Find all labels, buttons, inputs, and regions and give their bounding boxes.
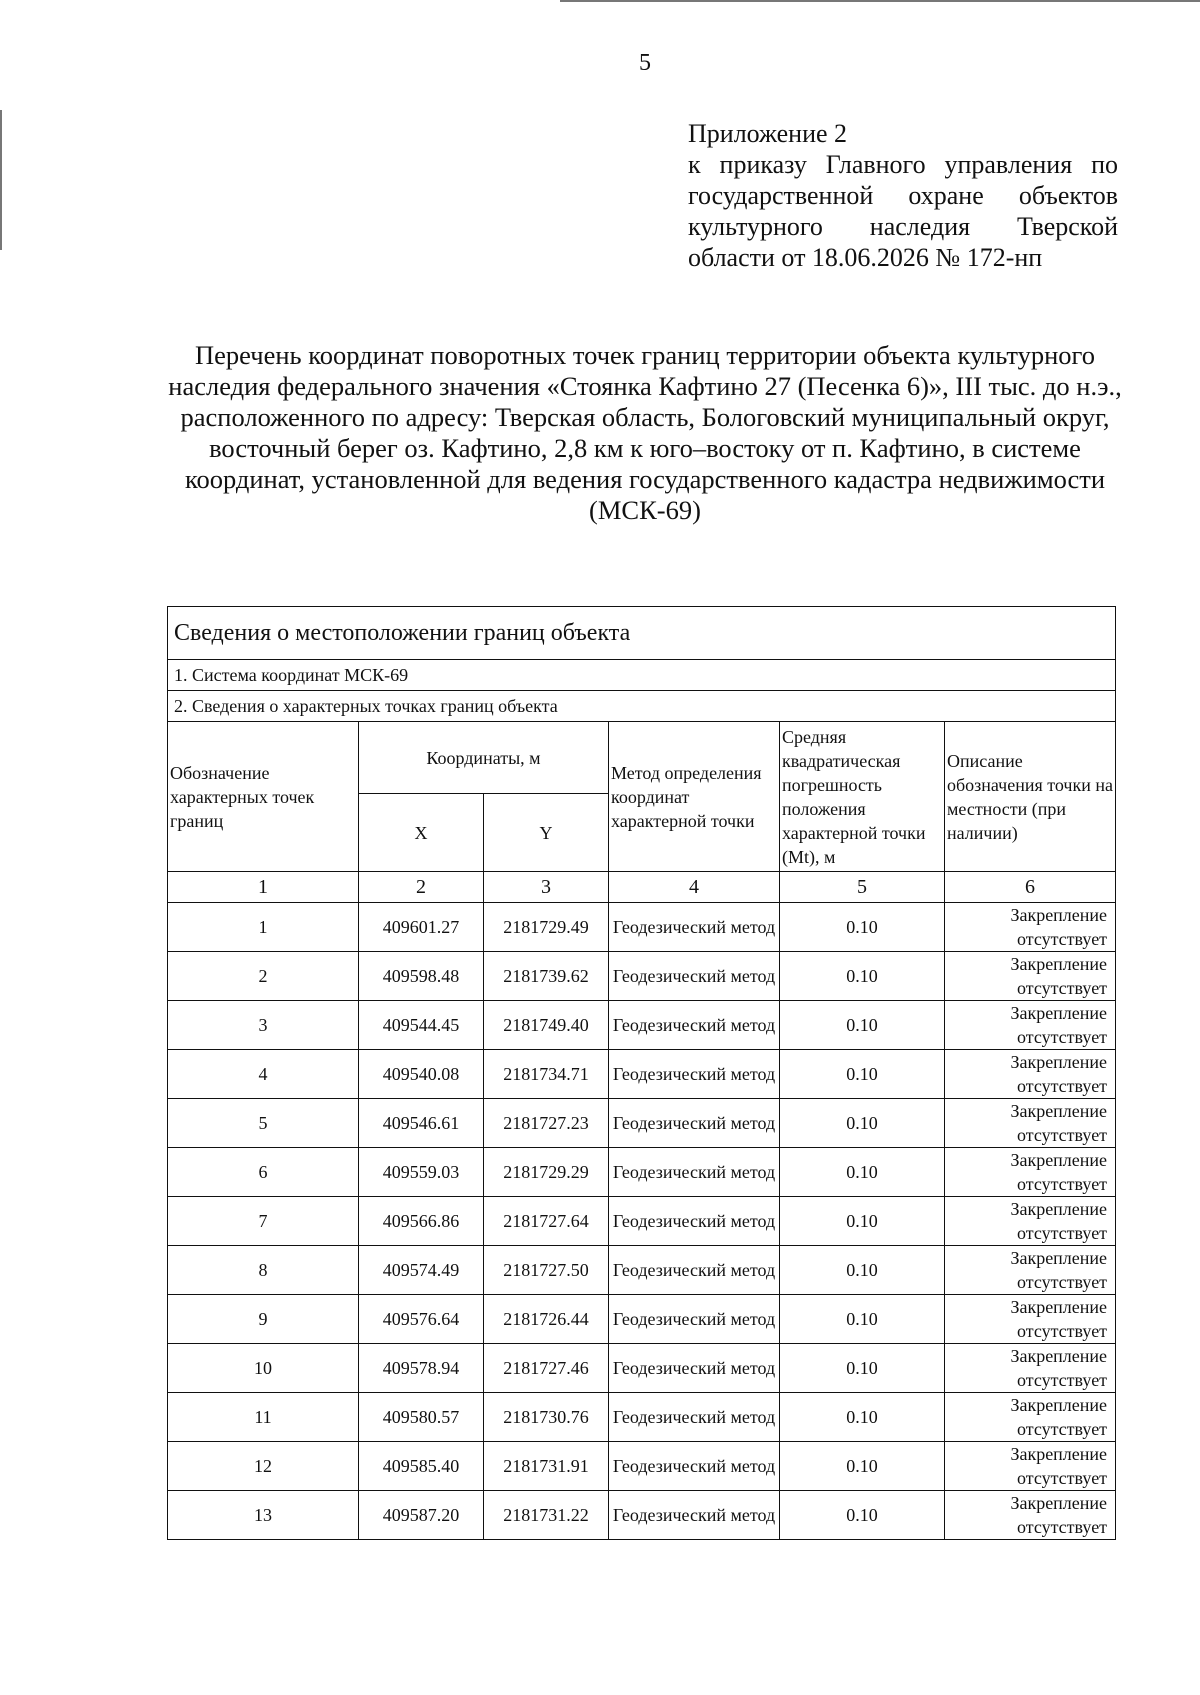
method-cell: Геодезический метод [609, 1344, 780, 1393]
column-number-cell: 4 [609, 872, 780, 903]
point-cell: 4 [168, 1050, 359, 1099]
column-number-cell: 5 [780, 872, 945, 903]
x-cell: 409587.20 [359, 1491, 484, 1540]
appendix-label: Приложение 2 [688, 119, 848, 148]
accuracy-cell: 0.10 [780, 1295, 945, 1344]
table-row [168, 1442, 1116, 1491]
header-x: X [359, 794, 484, 872]
description-cell: Закрепление отсутствует [945, 1295, 1116, 1344]
y-cell: 2181727.50 [484, 1246, 609, 1295]
method-cell: Геодезический метод [609, 1001, 780, 1050]
page-number: 5 [639, 50, 651, 76]
section-title: Сведения о местоположении границ объекта [168, 607, 1116, 660]
accuracy-cell: 0.10 [780, 952, 945, 1001]
point-cell: 2 [168, 952, 359, 1001]
description-cell: Закрепление отсутствует [945, 1344, 1116, 1393]
description-cell: Закрепление отсутствует [945, 1099, 1116, 1148]
x-cell: 409540.08 [359, 1050, 484, 1099]
x-cell: 409544.45 [359, 1001, 484, 1050]
x-cell: 409566.86 [359, 1197, 484, 1246]
point-cell: 8 [168, 1246, 359, 1295]
x-cell: 409576.64 [359, 1295, 484, 1344]
column-number-cell: 1 [168, 872, 359, 903]
description-cell: Закрепление отсутствует [945, 952, 1116, 1001]
description-cell: Закрепление отсутствует [945, 903, 1116, 952]
y-cell: 2181726.44 [484, 1295, 609, 1344]
accuracy-cell: 0.10 [780, 1246, 945, 1295]
x-cell: 409546.61 [359, 1099, 484, 1148]
point-cell: 6 [168, 1148, 359, 1197]
y-cell: 2181730.76 [484, 1393, 609, 1442]
method-cell: Геодезический метод [609, 1491, 780, 1540]
table-row [168, 1344, 1116, 1393]
description-cell: Закрепление отсутствует [945, 1050, 1116, 1099]
appendix-reference: к приказу Главного управления по государственной охране объектов культурного наследия Тверской области от 18.06.2026 № 172-нп [688, 150, 1118, 272]
description-cell: Закрепление отсутствует [945, 1197, 1116, 1246]
point-cell: 10 [168, 1344, 359, 1393]
point-cell: 5 [168, 1099, 359, 1148]
accuracy-cell: 0.10 [780, 1050, 945, 1099]
description-cell: Закрепление отсутствует [945, 1442, 1116, 1491]
method-cell: Геодезический метод [609, 1246, 780, 1295]
method-cell: Геодезический метод [609, 1148, 780, 1197]
x-cell: 409578.94 [359, 1344, 484, 1393]
description-cell: Закрепление отсутствует [945, 1491, 1116, 1540]
description-cell: Закрепление отсутствует [945, 1001, 1116, 1050]
header-description: Описание обозначения точки на местности (при наличии) [945, 722, 1116, 872]
point-cell: 12 [168, 1442, 359, 1491]
y-cell: 2181727.23 [484, 1099, 609, 1148]
table-row [168, 1001, 1116, 1050]
y-cell: 2181729.49 [484, 903, 609, 952]
description-cell: Закрепление отсутствует [945, 1393, 1116, 1442]
x-cell: 409580.57 [359, 1393, 484, 1442]
x-cell: 409574.49 [359, 1246, 484, 1295]
point-cell: 11 [168, 1393, 359, 1442]
column-number-cell: 3 [484, 872, 609, 903]
x-cell: 409559.03 [359, 1148, 484, 1197]
y-cell: 2181731.91 [484, 1442, 609, 1491]
method-cell: Геодезический метод [609, 952, 780, 1001]
method-cell: Геодезический метод [609, 1099, 780, 1148]
accuracy-cell: 0.10 [780, 1197, 945, 1246]
header-point: Обозначение характерных точек границ [168, 722, 359, 872]
x-cell: 409585.40 [359, 1442, 484, 1491]
point-cell: 13 [168, 1491, 359, 1540]
accuracy-cell: 0.10 [780, 903, 945, 952]
points-title-row: 2. Сведения о характерных точках границ объекта [168, 691, 1116, 722]
y-cell: 2181739.62 [484, 952, 609, 1001]
column-number-cell: 2 [359, 872, 484, 903]
coordinates-table-wrapper [167, 606, 1115, 1540]
accuracy-cell: 0.10 [780, 1001, 945, 1050]
method-cell: Геодезический метод [609, 1050, 780, 1099]
document-title: Перечень координат поворотных точек границ территории объекта культурного наследия федерального значения «Стоянка Кафтино 27 (Песенка 6)», III тыс. до н.э., расположенного по адресу: Тверская область, Бологовский муниципальный округ, восточный берег оз. Кафтино, 2,8 км к юго–востоку от п. Кафтино, в системе координат, установленной для ведения государственного кадастра недвижимости (МСК-69) [168, 340, 1122, 525]
y-cell: 2181731.22 [484, 1491, 609, 1540]
y-cell: 2181729.29 [484, 1148, 609, 1197]
table-row [168, 952, 1116, 1001]
method-cell: Геодезический метод [609, 1393, 780, 1442]
table-row [168, 1148, 1116, 1197]
point-cell: 7 [168, 1197, 359, 1246]
method-cell: Геодезический метод [609, 1442, 780, 1491]
appendix-note [688, 118, 1118, 273]
accuracy-cell: 0.10 [780, 1344, 945, 1393]
accuracy-cell: 0.10 [780, 1099, 945, 1148]
table-row [168, 1197, 1116, 1246]
description-cell: Закрепление отсутствует [945, 1148, 1116, 1197]
coord-system-row: 1. Система координат МСК-69 [168, 660, 1116, 691]
method-cell: Геодезический метод [609, 1197, 780, 1246]
column-number-cell: 6 [945, 872, 1116, 903]
method-cell: Геодезический метод [609, 1295, 780, 1344]
accuracy-cell: 0.10 [780, 1393, 945, 1442]
table-row [168, 1050, 1116, 1099]
point-cell: 3 [168, 1001, 359, 1050]
point-cell: 9 [168, 1295, 359, 1344]
table-row [168, 1295, 1116, 1344]
accuracy-cell: 0.10 [780, 1442, 945, 1491]
header-accuracy: Средняя квадратическая погрешность положения характерной точки (Mt), м [780, 722, 945, 872]
x-cell: 409598.48 [359, 952, 484, 1001]
table-row [168, 903, 1116, 952]
method-cell: Геодезический метод [609, 903, 780, 952]
coordinates-table [167, 606, 1116, 1540]
accuracy-cell: 0.10 [780, 1491, 945, 1540]
scan-edge-top [560, 0, 1200, 2]
table-row [168, 1393, 1116, 1442]
table-row [168, 1099, 1116, 1148]
table-row [168, 1246, 1116, 1295]
point-cell: 1 [168, 903, 359, 952]
header-y: Y [484, 794, 609, 872]
y-cell: 2181727.46 [484, 1344, 609, 1393]
column-number-row [168, 872, 1116, 903]
x-cell: 409601.27 [359, 903, 484, 952]
accuracy-cell: 0.10 [780, 1148, 945, 1197]
header-coords: Координаты, м [359, 722, 609, 794]
y-cell: 2181749.40 [484, 1001, 609, 1050]
scan-edge-left [0, 110, 2, 250]
y-cell: 2181727.64 [484, 1197, 609, 1246]
description-cell: Закрепление отсутствует [945, 1246, 1116, 1295]
y-cell: 2181734.71 [484, 1050, 609, 1099]
table-row [168, 1491, 1116, 1540]
header-method: Метод определения координат характерной точки [609, 722, 780, 872]
